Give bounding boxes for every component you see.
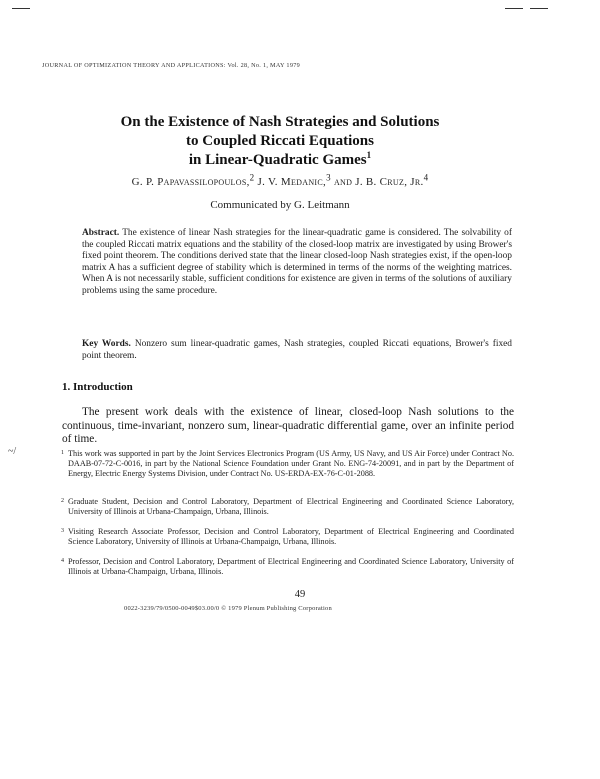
author-3: J. B. Cruz, Jr. [355,176,424,188]
abstract [82,228,512,298]
author-2: J. V. Medanic, [257,176,327,188]
crop-mark-right-a [505,8,523,9]
abstract-text: The existence of linear Nash strategies for the linear-quadratic game is considered. The solvability of the coupled Riccati matrix equations and the stability of the closed-loop matrix are investigated by using Brower's fixed point theorem. The conditions derived state that the linear closed-loop Nash strategies exist, if the open-loop matrix A has a sufficient degree of stability which is determined in terms of the norms of the weighting matrices. When A is not necessarily stable, sufficient conditions for existence are given in terms of the solutions of auxiliary problems using the same procedure. [82,228,512,296]
copyright-footer: 0022-3239/79/0500-0049$03.00/0 © 1979 Plenum Publishing Corporation [124,605,332,612]
footnote-2: 2 Graduate Student, Decision and Control Laboratory, Department of Electrical Engineering and Coordinated Science Laboratory, University of Illinois at Urbana-Champaign, Urbana, Illinois. [61,497,514,517]
abstract-label: Abstract. [82,228,120,238]
author-conjunction: and [333,176,353,188]
paper-title-line-1: On the Existence of Nash Strategies and Solutions [120,114,440,130]
footnote-1: 1 This work was supported in part by the Joint Services Electronics Program (US Army, US Navy, and US Air Force) under Contract No. DAAB-07-72-C-0016, in part by the National Science Foundation under Grant No. ENG-74-20091, and in part by the Department of Energy, Electric Energy Systems Division, under Contract No. US-ERDA-EX-76-C-01-2088. [61,449,514,479]
title-footnote-mark: 1 [366,150,372,160]
footnote-4: 4 Professor, Decision and Control Laboratory, Department of Electrical Engineering and Coordinated Science Laboratory, University of Illinois at Urbana-Champaign, Urbana, Illinois. [61,557,514,577]
section-heading-introduction: 1. Introduction [62,381,133,393]
footnote-3: 3 Visiting Research Associate Professor, Decision and Control Laboratory, Department of Electrical Engineering and Coordinated Science Laboratory, University of Illinois at Urbana-Champaign, Urbana, Illinois. [61,527,514,547]
crop-mark-left [12,8,30,9]
paper-title-line-2: to Coupled Riccati Equations [186,133,374,149]
margin-annotation: ~/ [8,446,17,457]
page-number: 49 [294,589,306,600]
introduction-paragraph: The present work deals with the existence of linear, closed-loop Nash solutions to the continuous, time-invariant, nonzero sum, linear-quadratic differential game, over an infinite period of time. [62,406,514,445]
crop-mark-right-b [530,8,548,9]
keywords-label: Key Words. [82,339,131,349]
paper-title-line-3: in Linear-Quadratic Games$^1$ [188,150,372,168]
author-list: G. P. Papavassilopoulos,$^2$ J. V. Medanic,$^3$ and J. B. Cruz, Jr.$^4$ [131,172,429,188]
keywords [82,339,512,362]
keywords-text: Nonzero sum linear-quadratic games, Nash strategies, coupled Riccati equations, Brower's fixed point theorem. [82,339,512,361]
communicated-by: Communicated by G. Leitmann [210,199,350,211]
journal-header: JOURNAL OF OPTIMIZATION THEORY AND APPLICATIONS: Vol. 28, No. 1, MAY 1979 [42,62,301,69]
author-1: G. P. Papavassilopoulos, [131,176,250,188]
